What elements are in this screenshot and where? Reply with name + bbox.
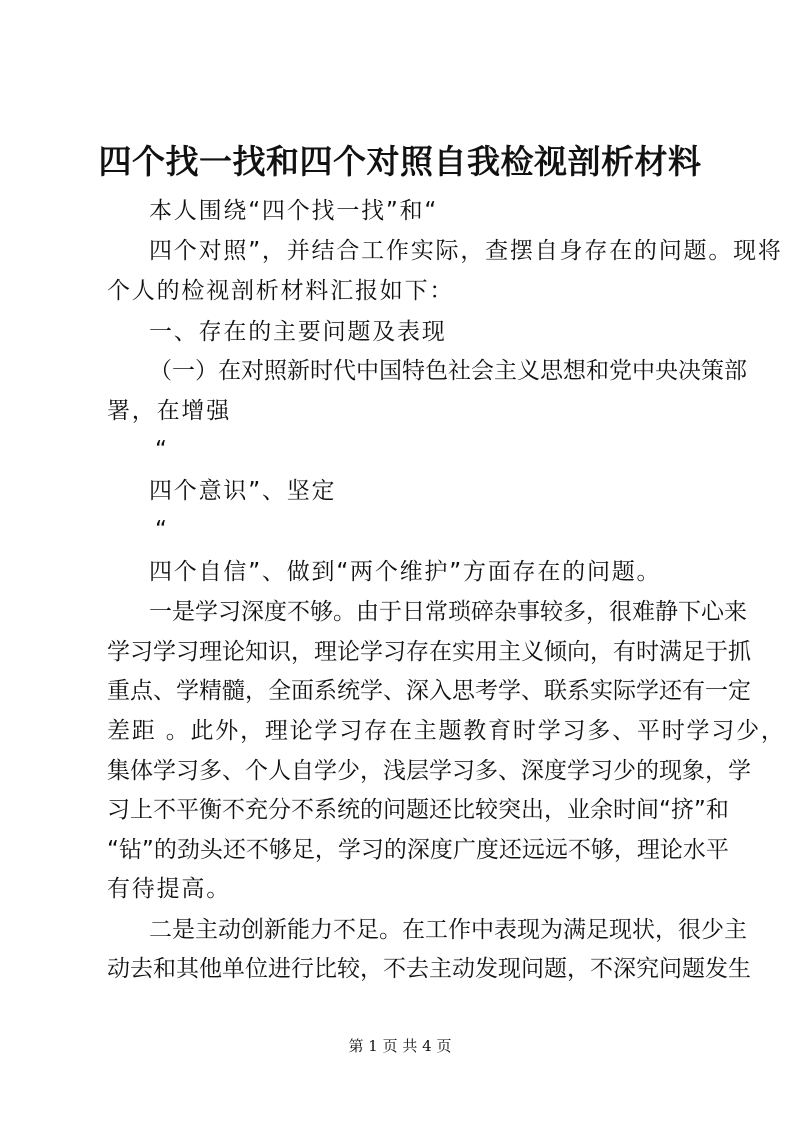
paragraph-line: “钻”的劲头还不够足，学习的深度广度还远远不够，理论水平 xyxy=(107,837,729,863)
paragraph-line: 习上不平衡不充分不系统的问题还比较突出，业余时间“挤”和 xyxy=(107,797,729,823)
paragraph-line: 四个自信”、做到“两个维护”方面存在的问题。 xyxy=(149,559,662,585)
paragraph-line: 四个意识”、坚定 xyxy=(149,478,337,504)
subsection-heading: （一）在对照新时代中国特色社会主义思想和党中央决策部 xyxy=(149,358,747,384)
paragraph-line: “ xyxy=(155,437,169,463)
page-number-footer: 第 1 页 共 4 页 xyxy=(348,1037,452,1055)
paragraph-line: 有待提高。 xyxy=(107,876,231,902)
paragraph-line: 差距 。此外，理论学习存在主题教育时学习多、平时学习少， xyxy=(107,718,786,744)
paragraph-line: 重点、学精髓，全面系统学、深入思考学、联系实际学还有一定 xyxy=(107,678,751,704)
section-heading: 一、存在的主要问题及表现 xyxy=(149,319,447,345)
paragraph-line: 署，在增强 xyxy=(107,398,231,424)
paragraph-line: 个人的检视剖析材料汇报如下： xyxy=(107,278,455,304)
paragraph-line: 学习学习理论知识，理论学习存在实用主义倾向，有时满足于抓 xyxy=(107,639,751,665)
paragraph-line: 集体学习多、个人自学少，浅层学习多、深度学习少的现象，学 xyxy=(107,758,751,784)
paragraph-line: 动去和其他单位进行比较，不去主动发现问题，不深究问题发生 xyxy=(107,956,751,982)
paragraph-line: 四个对照”，并结合工作实际，查摆自身存在的问题。现将 xyxy=(149,238,783,264)
paragraph-line: 一是学习深度不够。由于日常琐碎杂事较多，很难静下心来 xyxy=(149,599,747,625)
paragraph-line: 本人围绕“四个找一找”和“ xyxy=(149,198,439,224)
paragraph-line: “ xyxy=(155,517,169,543)
document-title: 四个找一找和四个对照自我检视剖析材料 xyxy=(98,142,702,181)
paragraph-line: 二是主动创新能力不足。在工作中表现为满足现状，很少主 xyxy=(149,917,747,943)
